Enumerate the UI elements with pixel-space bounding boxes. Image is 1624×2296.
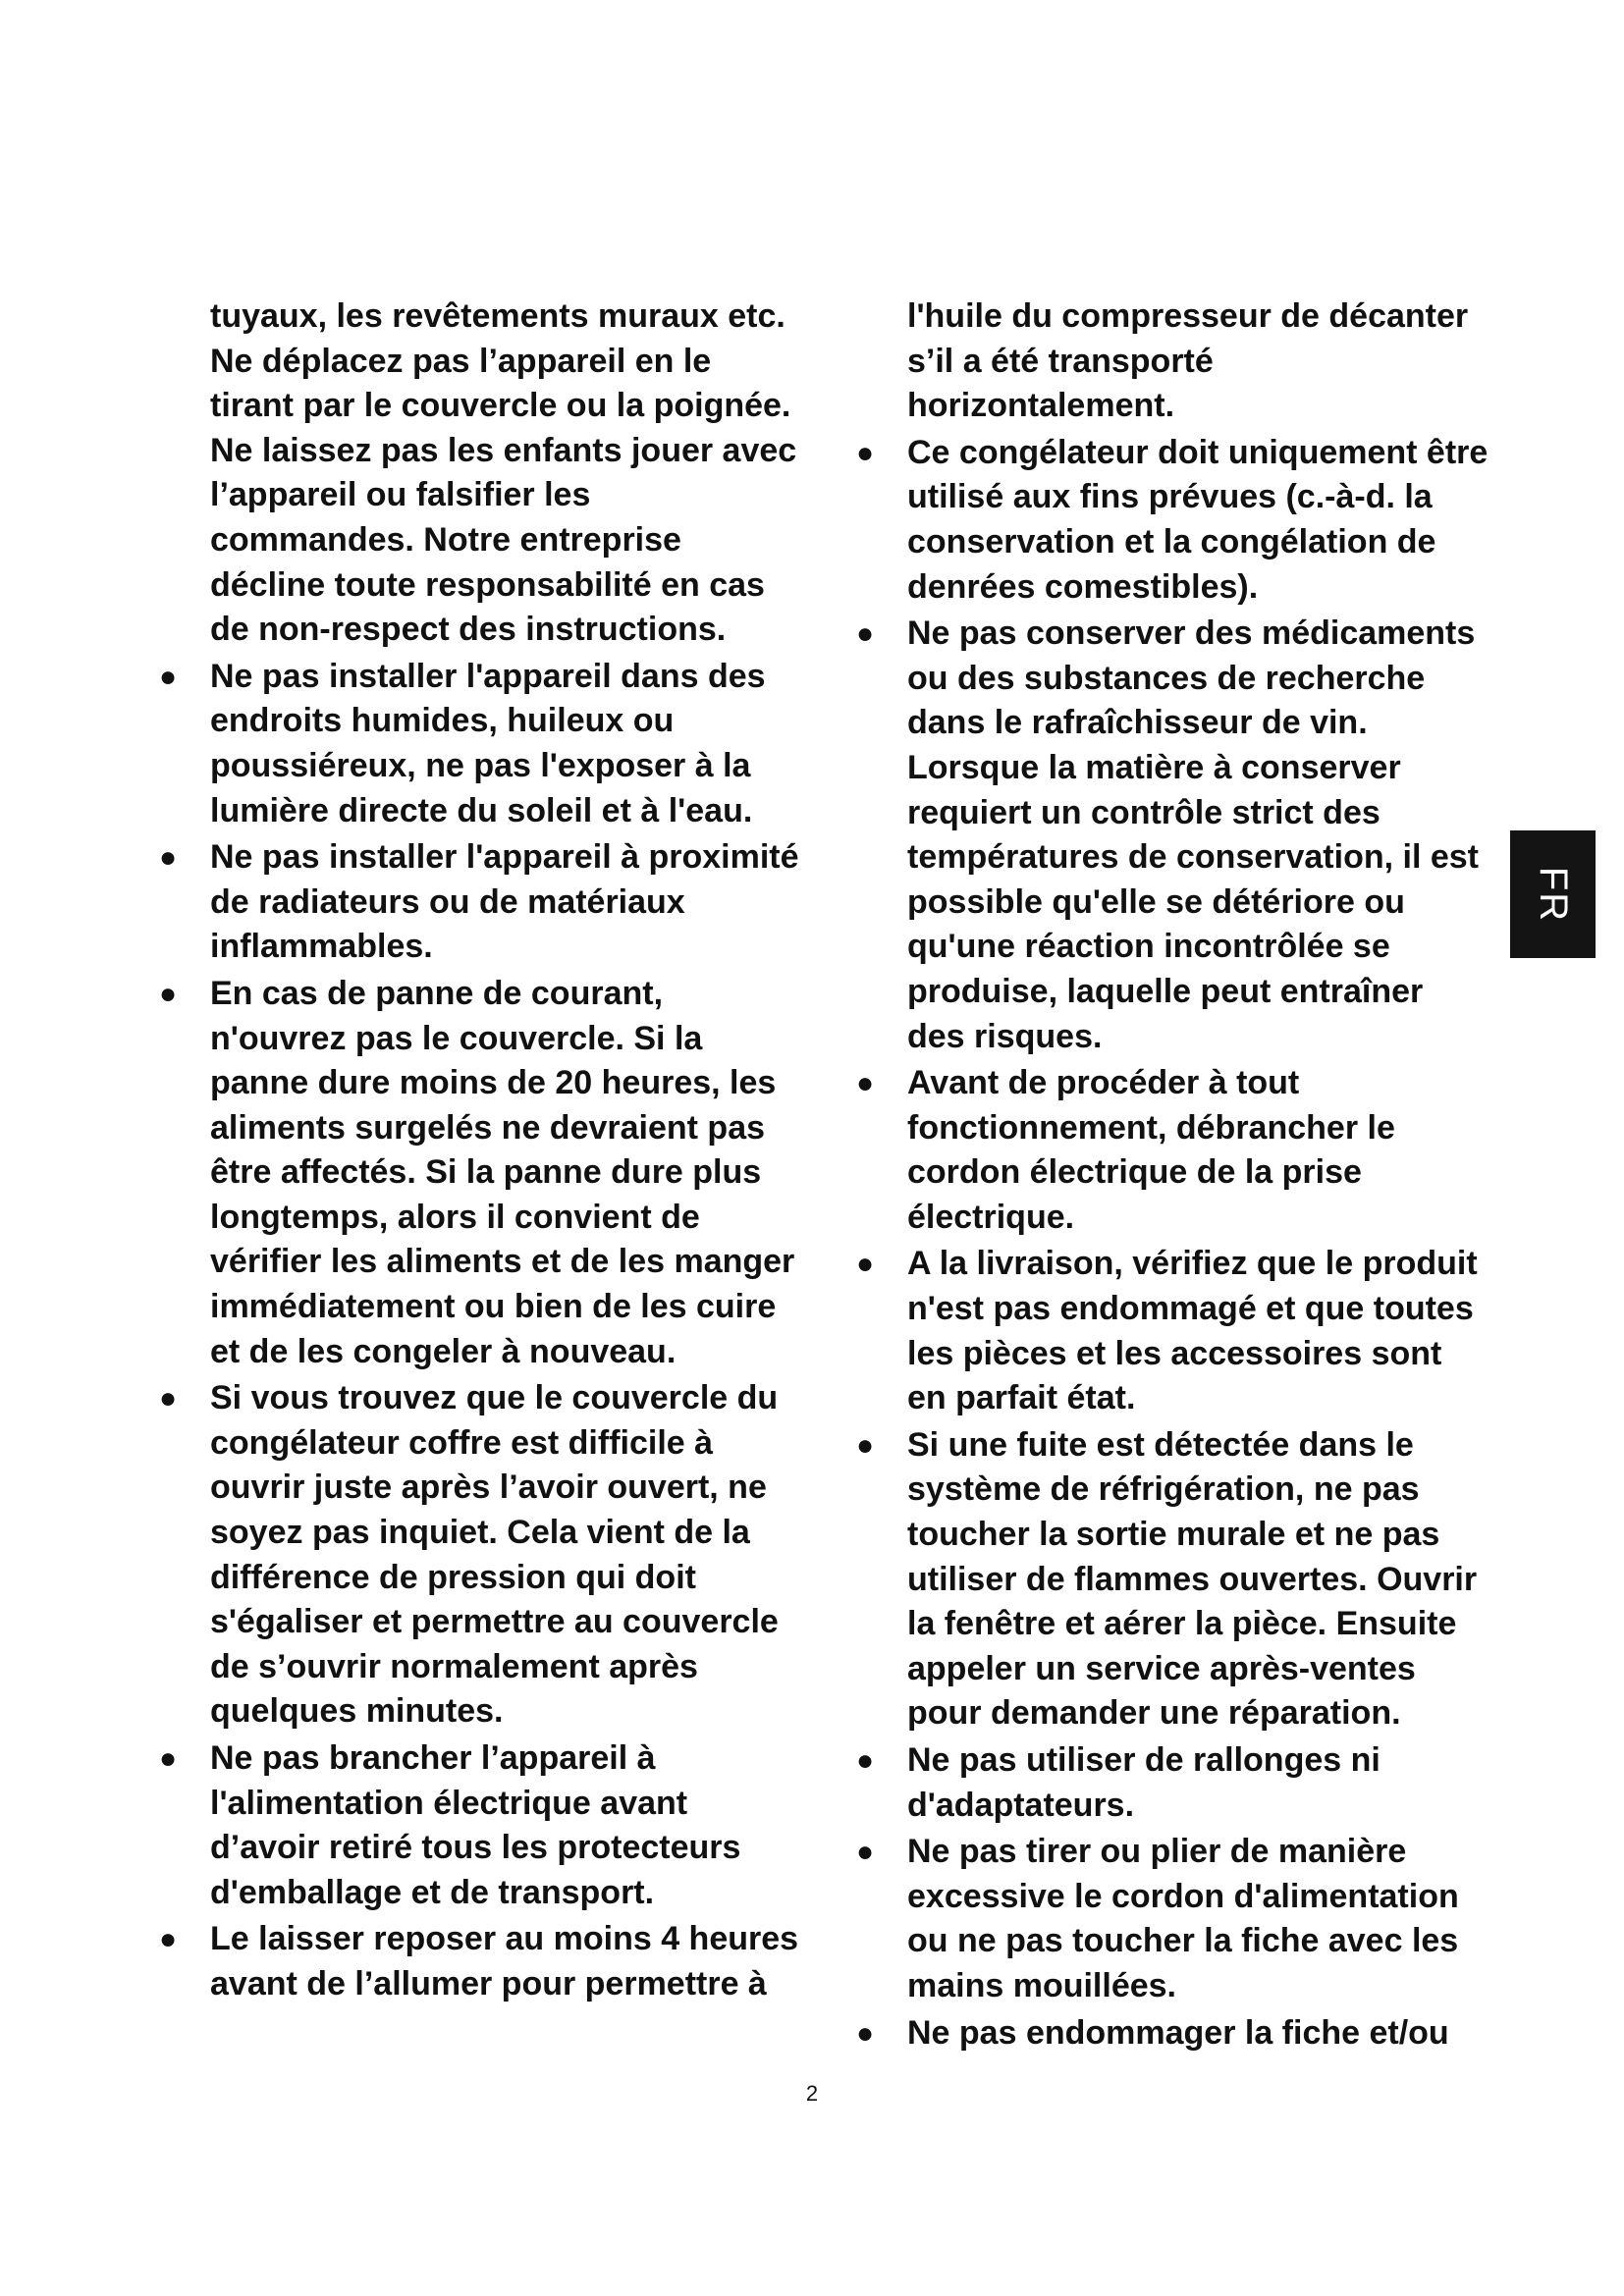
- list-item: [159, 1376, 799, 1735]
- list-item-text: Ne pas tirer ou plier de manière excessive le cordon d'alimentation ou ne pas toucher la fiche avec les mains mouillées.: [907, 1833, 1459, 2004]
- right-continuation-paragraph: l'huile du compresseur de décanter s’il a été transporté horizontalement.: [907, 297, 1469, 425]
- bullet-icon: ●: [159, 1382, 178, 1415]
- list-item: [856, 1423, 1489, 1736]
- left-column: [159, 294, 799, 2009]
- bullet-icon: ●: [159, 1742, 178, 1775]
- list-item: [856, 1738, 1489, 1828]
- list-item: [159, 1917, 799, 2006]
- list-item-text: Ne pas conserver des médicaments ou des substances de recherche dans le rafraîchisseur de vin. Lorsque la matière à conserver requiert un contrôle strict des températures de conservation, il est possible qu'elle se détériore ou qu'une réaction incontrôlée se produise, laquelle peut entraîner des risques.: [907, 614, 1479, 1055]
- list-item: [856, 612, 1489, 1059]
- bullet-icon: ●: [856, 2016, 875, 2050]
- list-item-text: Ne pas brancher l’appareil à l'alimentation électrique avant d’avoir retiré tous les protecteurs d'emballage et de transport.: [210, 1739, 741, 1911]
- list-item-text: Ce congélateur doit uniquement être utilisé aux fins prévues (c.-à-d. la conservation et la congélation de denrées comestibles).: [907, 433, 1489, 606]
- bullet-icon: ●: [856, 617, 875, 651]
- list-item-text: Le laisser reposer au moins 4 heures avant de l’allumer pour permettre à: [210, 1920, 799, 2002]
- bullet-icon: ●: [159, 660, 178, 693]
- page-number: 2: [805, 2081, 819, 2106]
- list-item-text: Ne pas endommager la fiche et/ou: [907, 2013, 1449, 2052]
- bullet-icon: ●: [159, 977, 178, 1010]
- list-item: [856, 2011, 1489, 2056]
- list-item-text: Ne pas installer l'appareil dans des endroits humides, huileux ou poussiéreux, ne pas l'exposer à la lumière directe du soleil et à l'eau.: [210, 657, 766, 829]
- list-item-text: Ne pas installer l'appareil à proximité de radiateurs ou de matériaux inflammables.: [210, 838, 799, 966]
- list-item: [856, 431, 1489, 610]
- list-item: [159, 972, 799, 1374]
- list-item-text: En cas de panne de courant, n'ouvrez pas le couvercle. Si la panne dure moins de 20 heures, les aliments surgelés ne devraient pas être affectés. Si la panne dure plus longtemps, alors il convient de vérifier les aliments et de les manger immédiatement ou bien de les cuire et de les congeler à nouveau.: [210, 974, 795, 1370]
- list-item-text: Ne pas utiliser de rallonges ni d'adaptateurs.: [907, 1741, 1380, 1824]
- bullet-icon: ●: [856, 1067, 875, 1100]
- list-item-text: Si une fuite est détectée dans le système de réfrigération, ne pas toucher la sortie murale et ne pas utiliser de flammes ouvertes. Ouvrir la fenêtre et aérer la pièce. Ensuite appeler un service après-ventes pour demander une réparation.: [907, 1425, 1478, 1733]
- right-column: [856, 294, 1489, 2057]
- language-tab-label: FR: [1531, 866, 1575, 923]
- language-tab: [1510, 830, 1596, 958]
- list-item: [856, 1242, 1489, 1420]
- bullet-icon: ●: [159, 1923, 178, 1956]
- list-item: [159, 655, 799, 833]
- list-item: [159, 1736, 799, 1915]
- list-item-text: Si vous trouvez que le couvercle du congélateur coffre est difficile à ouvrir juste après l’avoir ouvert, ne soyez pas inquiet. Cela vient de la différence de pression qui doit s'égaliser et permettre au couvercle de s’ouvrir normalement après quelques minutes.: [210, 1379, 779, 1731]
- bullet-icon: ●: [856, 436, 875, 469]
- list-item-text: A la livraison, vérifiez que le produit n'est pas endommagé et que toutes les pièces et les accessoires sont en parfait état.: [907, 1245, 1478, 1417]
- bullet-icon: ●: [856, 1836, 875, 1869]
- bullet-icon: ●: [856, 1248, 875, 1281]
- list-item-text: Avant de procéder à tout fonctionnement, débrancher le cordon électrique de la prise électrique.: [907, 1064, 1395, 1236]
- left-continuation-paragraph: tuyaux, les revêtements muraux etc. Ne déplacez pas l’appareil en le tirant par le couvercle ou la poignée. Ne laissez pas les enfants jouer avec l’appareil ou falsifier les commandes. Notre entreprise décline toute responsabilité en cas de non-respect des instructions.: [210, 297, 797, 649]
- bullet-icon: ●: [159, 841, 178, 875]
- list-item: [856, 1830, 1489, 2008]
- list-item: [856, 1061, 1489, 1240]
- bullet-icon: ●: [856, 1744, 875, 1777]
- bullet-icon: ●: [856, 1428, 875, 1462]
- list-item: [159, 835, 799, 970]
